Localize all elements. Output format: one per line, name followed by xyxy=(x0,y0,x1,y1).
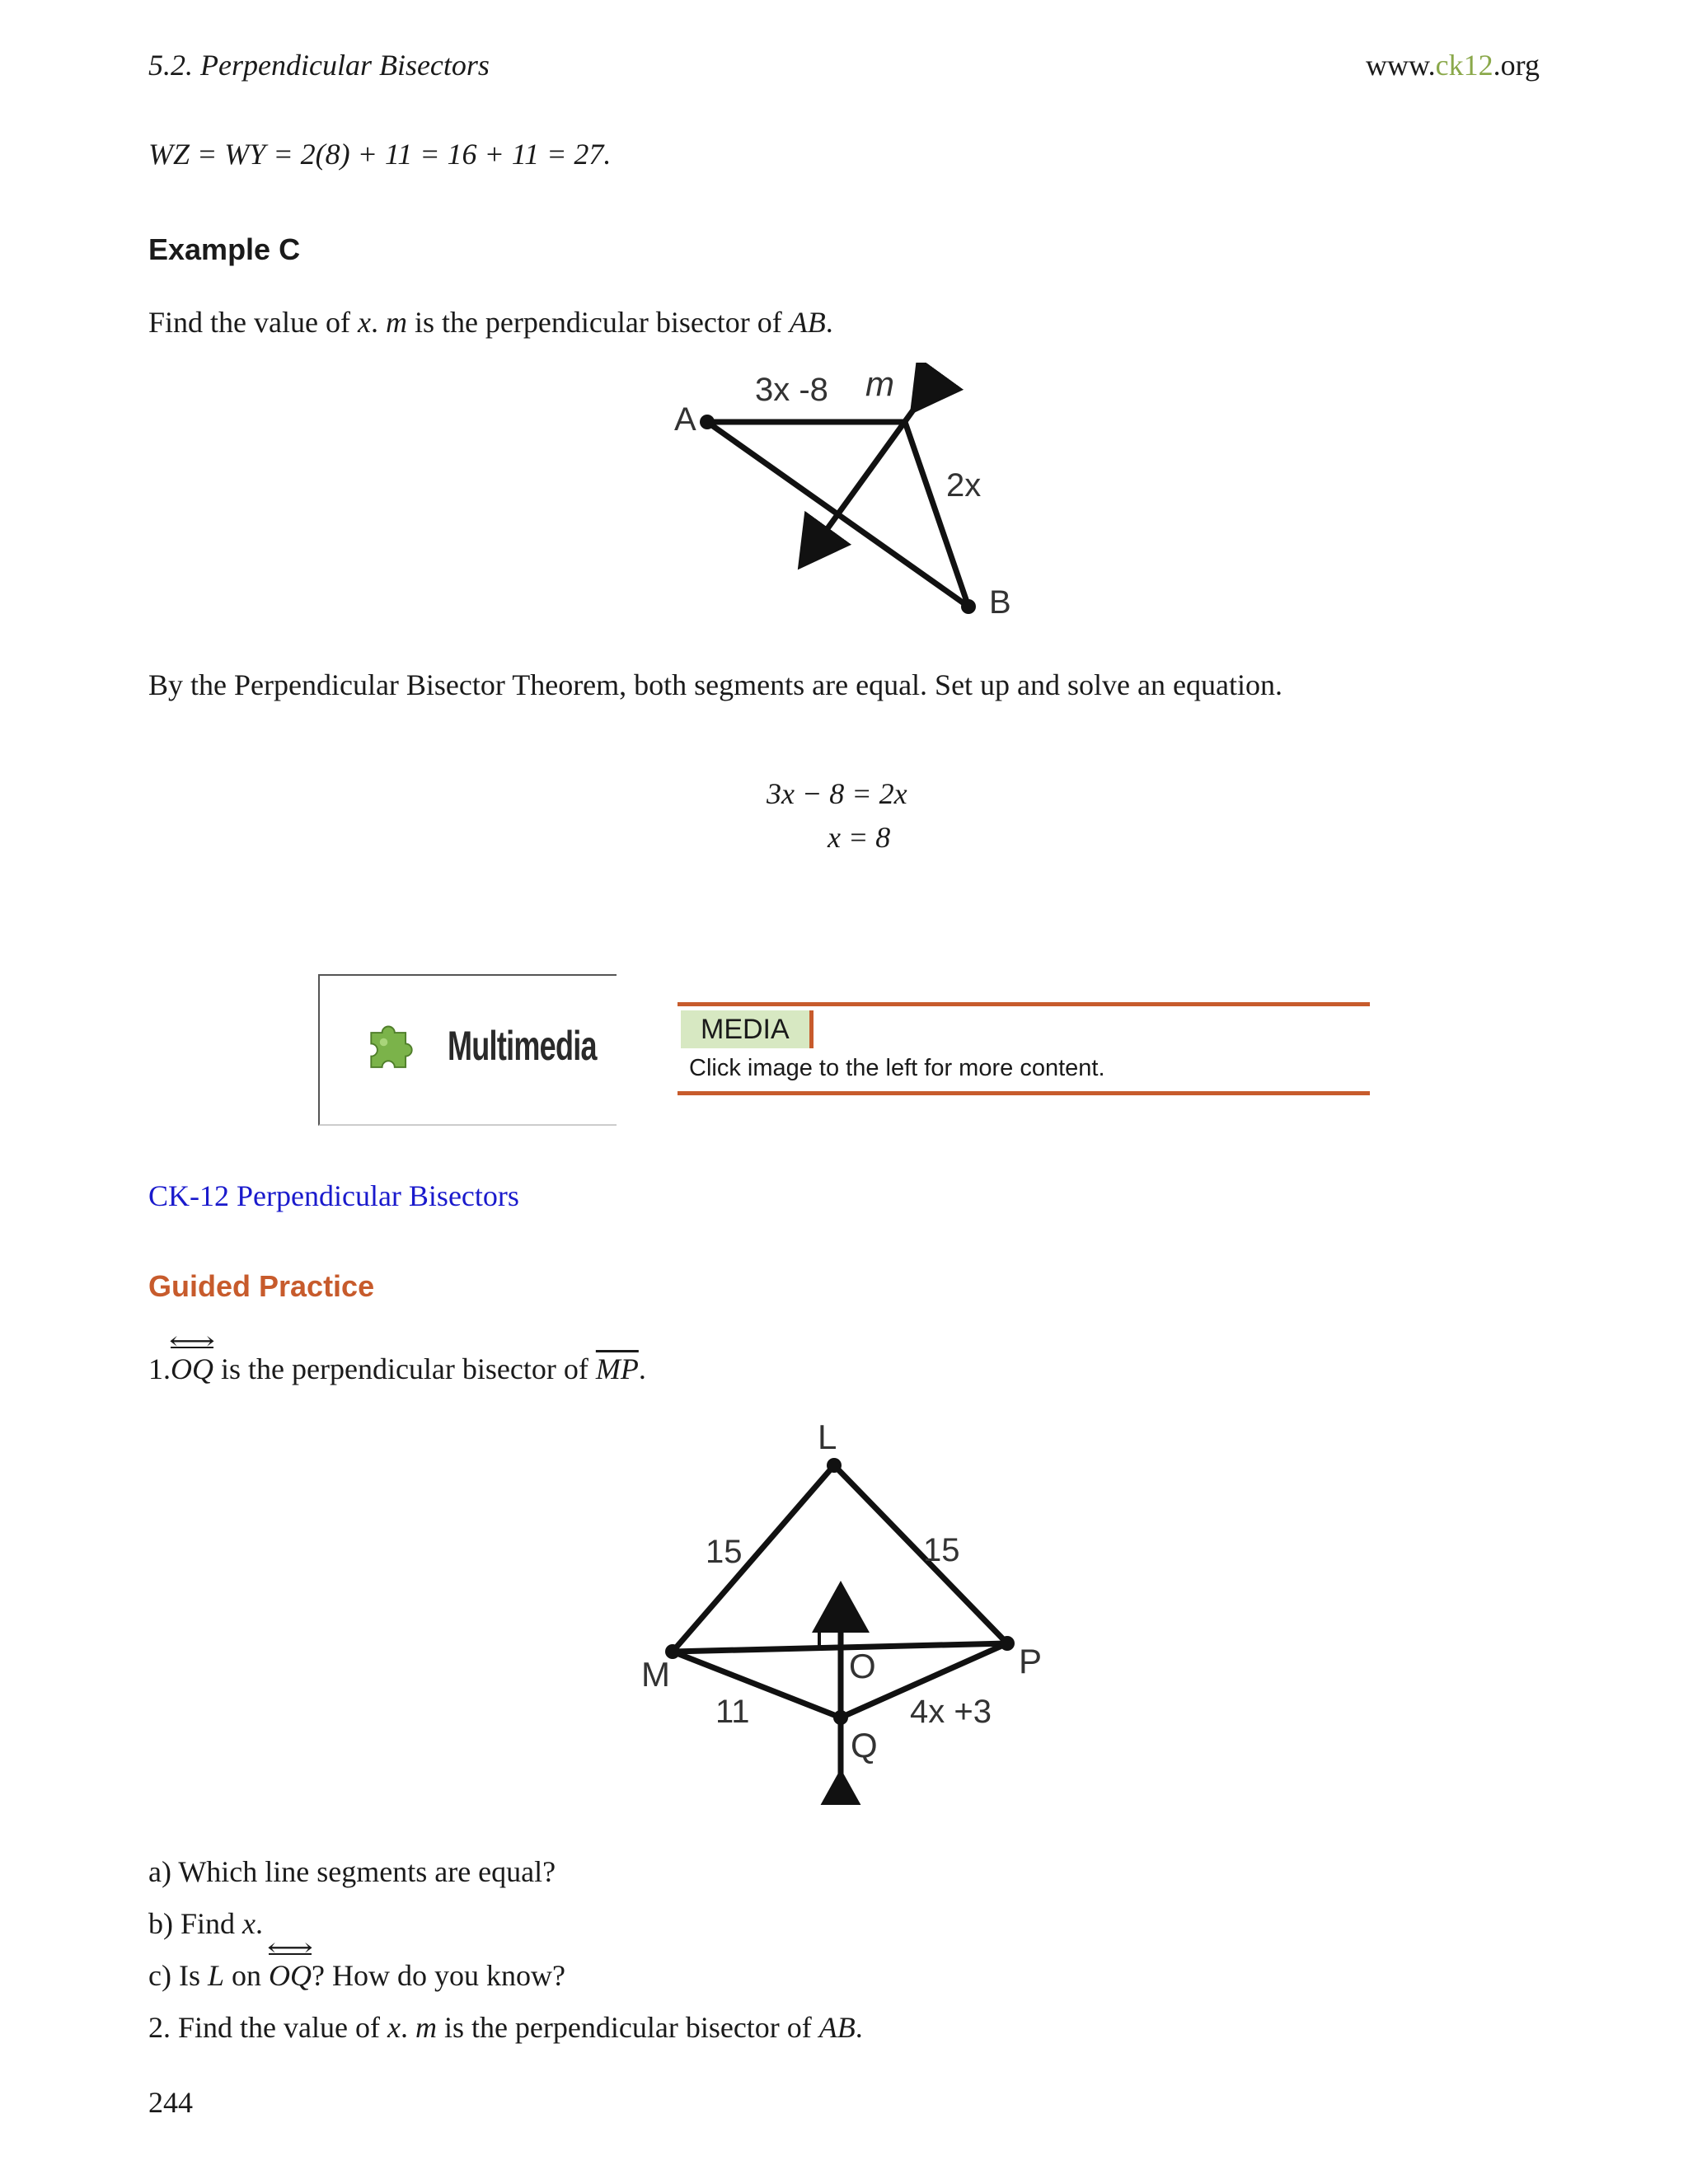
intro-part: is the perpendicular bisector of xyxy=(406,306,790,339)
line-oq: OQ ⟷ xyxy=(171,1352,213,1386)
label-15-right: 15 xyxy=(923,1532,960,1568)
label-3x-minus-8: 3x -8 xyxy=(755,372,828,408)
media-caption: Click image to the left for more content. xyxy=(689,1055,1105,1081)
qc-part: on xyxy=(224,1959,269,1992)
intro-part: . xyxy=(825,306,833,339)
equation-wz: WZ = WY = 2(8) + 11 = 16 + 11 = 27. xyxy=(148,138,612,171)
label-2x: 2x xyxy=(946,467,982,504)
guided-practice-qb xyxy=(148,1906,263,1941)
var-m: m xyxy=(415,2011,437,2044)
label-a: A xyxy=(674,401,696,438)
var-l: L xyxy=(207,1959,224,1992)
label-q: Q xyxy=(851,1726,878,1765)
q1-end: . xyxy=(638,1352,646,1385)
example-c-intro xyxy=(148,305,833,340)
label-m: m xyxy=(865,364,894,403)
point-b xyxy=(961,599,976,614)
line-oq: OQ ⟷ xyxy=(269,1958,312,1993)
label-p: P xyxy=(1019,1642,1043,1680)
var-x: x xyxy=(357,306,371,339)
example-c-heading: Example C xyxy=(148,232,301,266)
url-prefix: www. xyxy=(1366,49,1436,82)
label-b: B xyxy=(989,584,1011,621)
intro-part: Find the value of xyxy=(148,306,358,339)
qc-part: ? How do you know? xyxy=(312,1959,565,1992)
segment-mq xyxy=(673,1652,841,1718)
label-11: 11 xyxy=(715,1694,750,1730)
line-m xyxy=(804,405,917,560)
q1-text: is the perpendicular bisector of xyxy=(213,1352,596,1385)
solution-line-1: 3x − 8 = 2x xyxy=(767,777,907,810)
guided-practice-q2 xyxy=(148,2010,863,2045)
multimedia-label: Multimedia xyxy=(448,1023,597,1069)
segment-lm xyxy=(673,1465,834,1652)
q2-part: is the perpendicular bisector of xyxy=(436,2011,819,2044)
qb-part: b) Find xyxy=(148,1907,243,1940)
var-ab: AB xyxy=(789,306,826,339)
q2-part: . xyxy=(400,2011,415,2044)
guided-practice-qa: a) Which line segments are equal? xyxy=(148,1855,556,1888)
url-ck: ck xyxy=(1435,49,1464,82)
ck12-perpendicular-bisectors-link[interactable]: CK-12 Perpendicular Bisectors xyxy=(148,1179,519,1212)
site-url xyxy=(1366,48,1540,82)
segment-top-b xyxy=(905,422,968,607)
q2-part: . xyxy=(855,2011,863,2044)
point-q xyxy=(833,1710,848,1725)
segment-mp: $\overline{MP}$ xyxy=(595,1352,639,1385)
media-bottom-rule xyxy=(678,1091,1370,1095)
segment-lp xyxy=(834,1465,1007,1643)
solution-line-2: x = 8 xyxy=(828,821,891,854)
url-suffix: .org xyxy=(1493,49,1540,82)
point-l xyxy=(827,1458,842,1473)
page-number: 244 xyxy=(148,2086,193,2119)
point-a xyxy=(700,415,715,429)
guided-practice-heading: Guided Practice xyxy=(148,1269,375,1303)
media-top-rule xyxy=(678,1002,1370,1006)
label-4x-plus-3: 4x +3 xyxy=(910,1694,992,1730)
var-x: x xyxy=(242,1907,256,1940)
q1-number: 1. xyxy=(148,1352,171,1385)
intro-part: . xyxy=(370,306,386,339)
label-15-left: 15 xyxy=(706,1534,743,1570)
q2-part: 2. Find the value of xyxy=(148,2011,387,2044)
guided-practice-q1 xyxy=(148,1352,646,1386)
var-ab: AB xyxy=(818,2011,856,2044)
qb-part: . xyxy=(256,1907,263,1940)
puzzle-icon xyxy=(359,1019,424,1081)
var-m: m xyxy=(385,306,407,339)
var-x: x xyxy=(387,2011,401,2044)
point-p xyxy=(1000,1636,1015,1651)
url-12: 12 xyxy=(1463,49,1493,82)
label-m: M xyxy=(641,1655,670,1694)
multimedia-thumbnail[interactable] xyxy=(318,974,617,1126)
qc-part: c) Is xyxy=(148,1959,208,1992)
label-o: O xyxy=(849,1647,876,1685)
perpendicular-bisector-diagram-ab xyxy=(643,363,1039,635)
guided-practice-qc xyxy=(148,1958,565,1993)
label-l: L xyxy=(818,1418,837,1456)
kite-bisector-diagram xyxy=(610,1418,1071,1805)
theorem-text: By the Perpendicular Bisector Theorem, both segments are equal. Set up and solve an equation. xyxy=(148,668,1282,701)
media-label: MEDIA xyxy=(681,1010,814,1048)
running-head: 5.2. Perpendicular Bisectors xyxy=(148,49,490,82)
